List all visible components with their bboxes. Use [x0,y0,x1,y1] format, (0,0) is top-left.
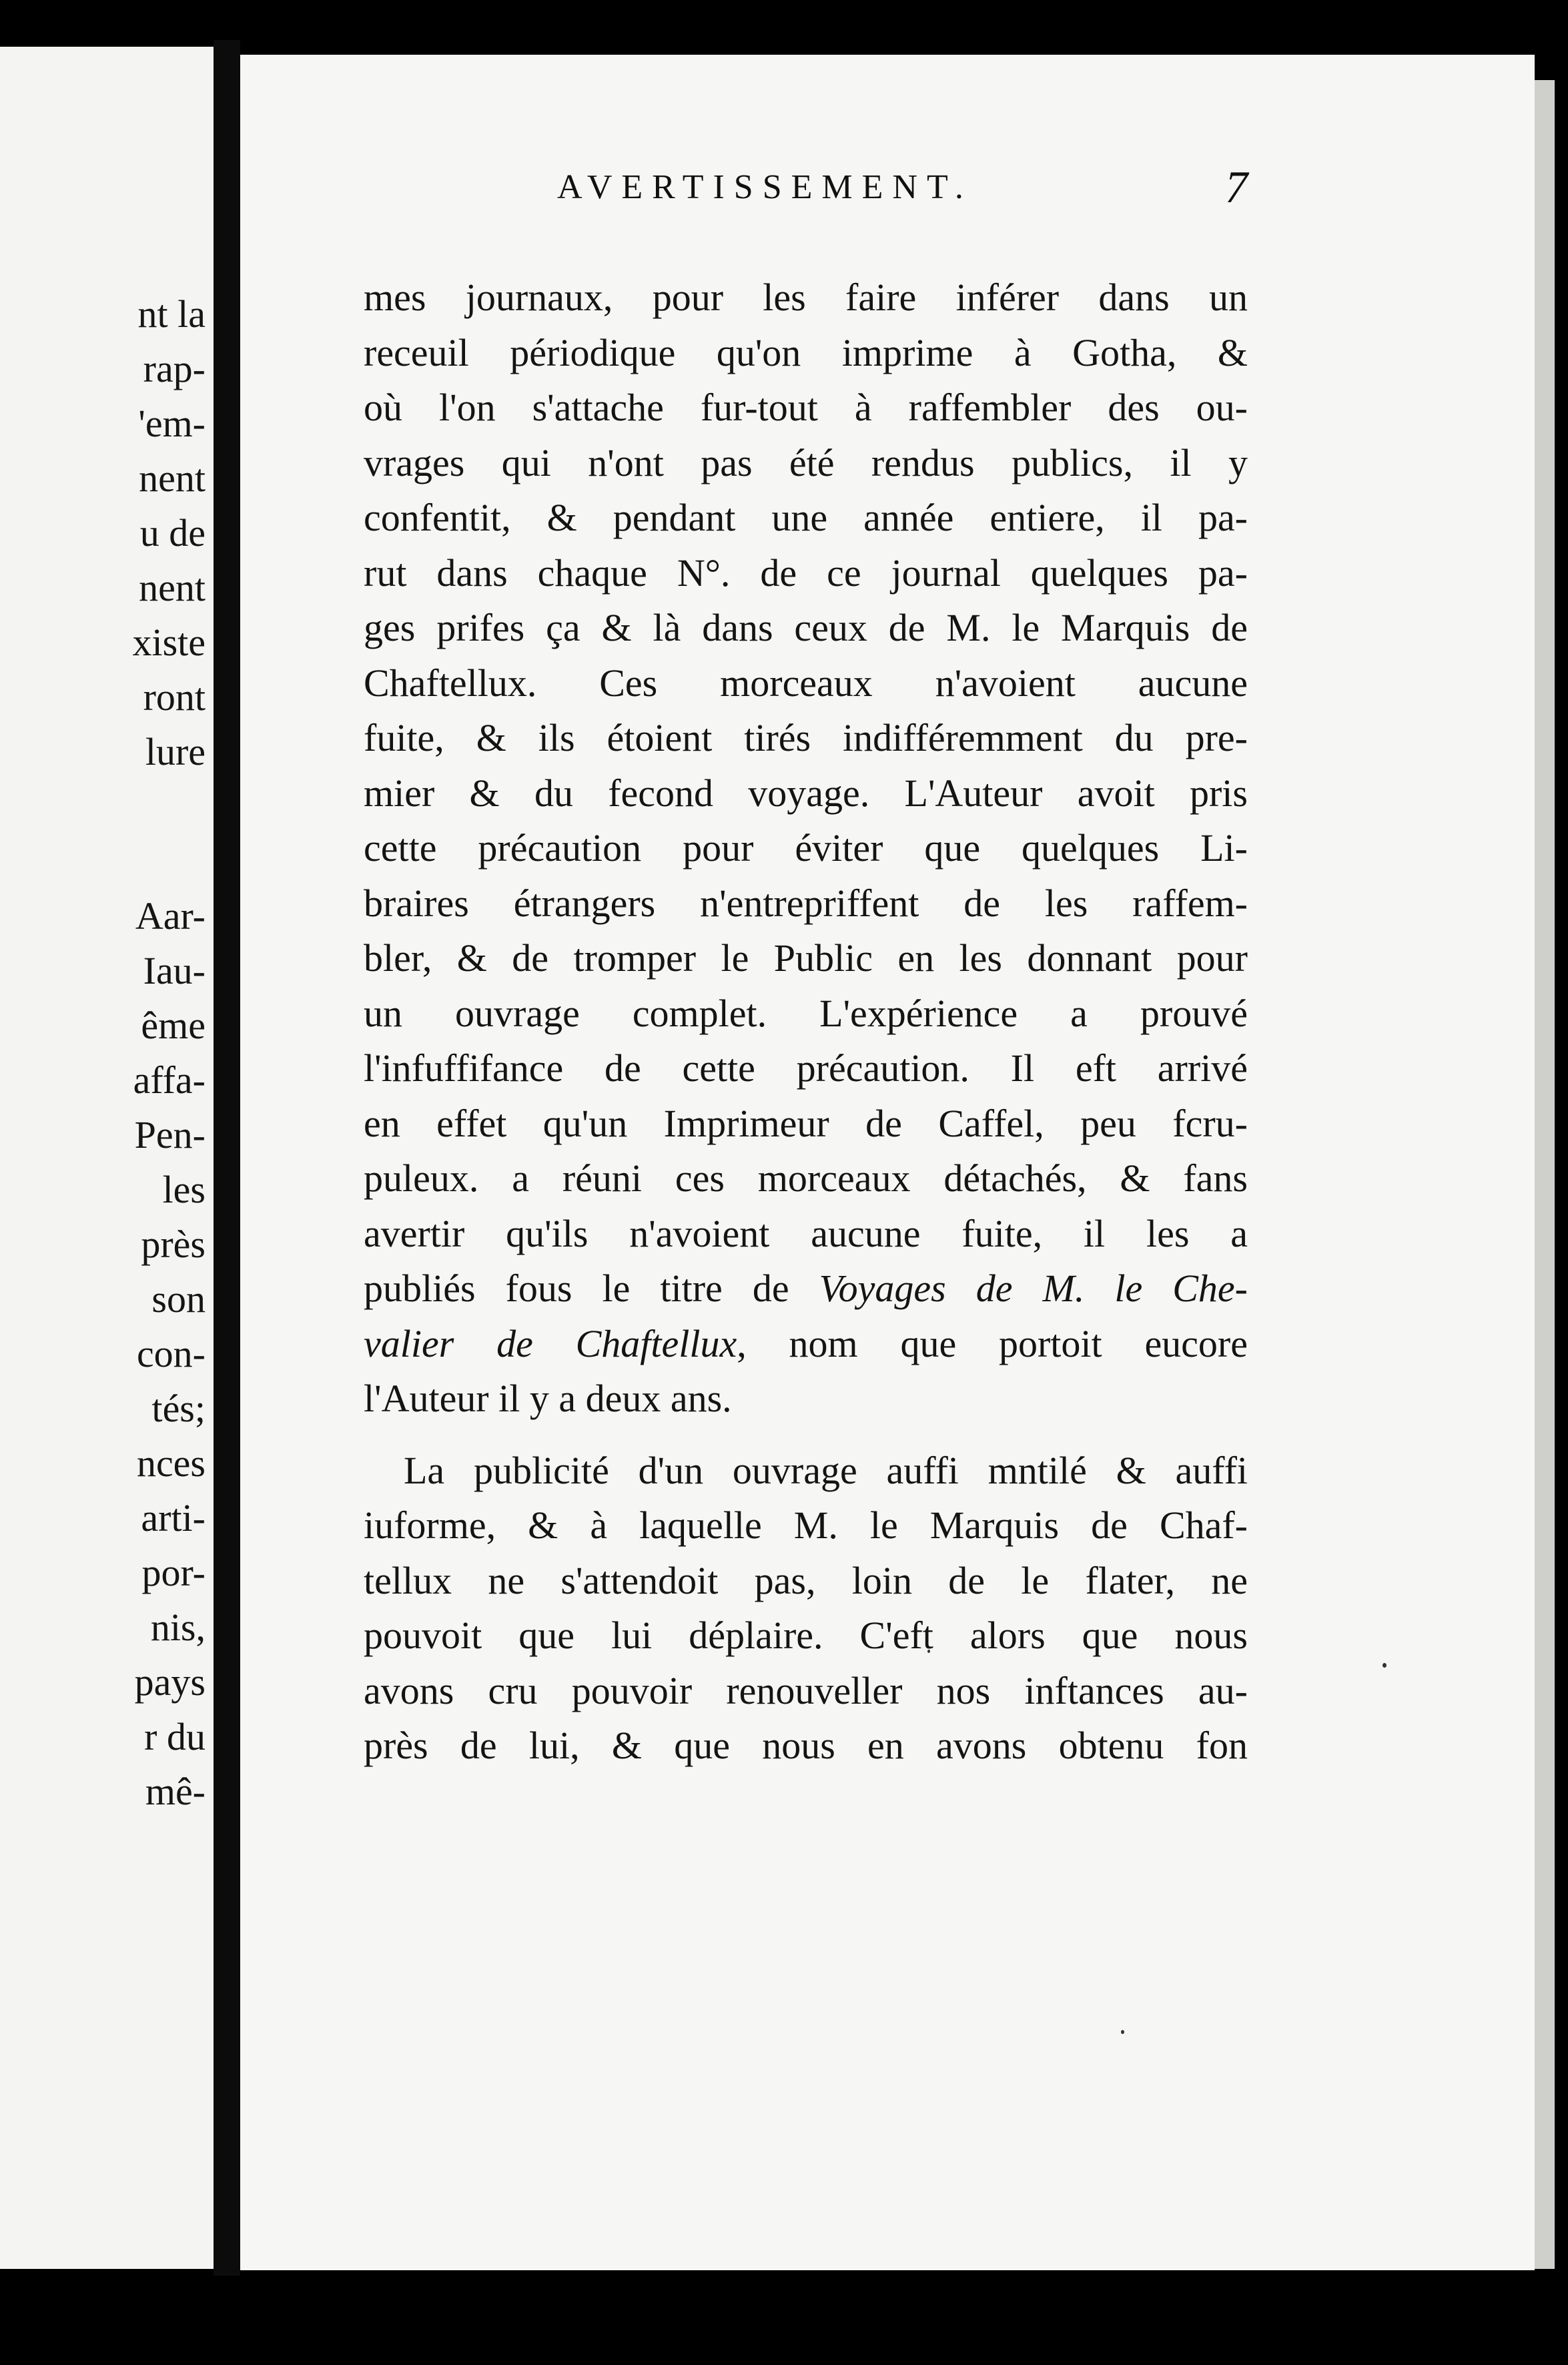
text-line: où l'on s'attache fur-tout à raffembler des ou- [364,386,1248,429]
page-number: 7 [1225,161,1248,212]
fragment-gap [132,779,206,889]
text-line: cette précaution pour éviter que quelques Li- [364,826,1248,870]
fragment-line: Iau- [143,949,206,992]
fragment-line: affa- [133,1058,206,1102]
text-line: iuforme, & à laquelle M. le Marquis de Chaf- [364,1503,1248,1547]
fragment-line: xiste [132,621,206,664]
fragment-line: Pen- [134,1113,206,1156]
left-page-edge [0,47,214,2269]
fragment-line: u de [139,511,206,555]
text-line [364,1261,1248,1317]
fragment-line: nis, [150,1606,206,1649]
text-line: bler, & de tromper le Public en les donnant pour [364,936,1248,980]
fragment-line: mê- [145,1770,206,1813]
fragment-line: arti- [141,1496,206,1540]
fragment-line: ront [143,675,206,719]
fragment-line: con- [136,1332,206,1375]
text-line: Chaftellux. Ces morceaux n'avoient aucune [364,661,1248,705]
fragment-line: nces [136,1441,206,1485]
running-head: AVERTISSEMENT. [557,168,973,206]
fragment-line: nent [139,456,206,500]
text-line: en effet qu'un Imprimeur de Caffel, peu fcru- [364,1101,1248,1145]
left-page-fragments [132,287,206,1819]
fragment-line: Aar- [135,894,206,938]
text-line: pouvoit que lui déplaire. C'eft alors que nous [364,1614,1248,1657]
text-line: près de lui, & que nous en avons obtenu fon [364,1724,1248,1767]
text-line: braires étrangers n'entrepriffent de les raffem- [364,881,1248,925]
fragment-line: nent [139,566,206,609]
book-title-italic: Voyages de M. le Che- [819,1267,1248,1310]
text-line: confentit, & pendant une année entiere, il pa- [364,496,1248,539]
text-line: avertir qu'ils n'avoient aucune fuite, il les a [364,1211,1248,1255]
text-line: mier & du fecond voyage. L'Auteur avoit pris [364,771,1248,815]
book-gutter [214,40,240,2276]
text-line [364,1317,1248,1372]
fragment-line: rap- [143,347,206,390]
text-line: vrages qui n'ont pas été rendus publics, il y [364,440,1248,484]
fragment-line: près [141,1223,206,1266]
text-line: un ouvrage complet. L'expérience a prouvé [364,991,1248,1035]
text-line: mes journaux, pour les faire inférer dans un [364,276,1248,319]
text-line: avons cru pouvoir renouveller nos inftances au- [364,1668,1248,1712]
text-line: rut dans chaque N°. de ce journal quelques pa- [364,551,1248,595]
line-text: publiés fous le titre de [364,1267,819,1310]
text-line: ges prifes ça & là dans ceux de M. le Marquis de [364,606,1248,649]
fragment-line: tés; [151,1387,206,1430]
fragment-line: lure [145,730,206,773]
text-line: fuite, & ils étoient tirés indifféremment du pre- [364,716,1248,759]
page-edge-strip [1535,80,1555,2269]
fragment-line: pays [134,1660,206,1704]
text-line: l'infuffifance de cette précaution. Il eft arrivé [364,1046,1248,1090]
fragment-line: por- [141,1551,206,1594]
text-line: receuil périodique qu'on imprime à Gotha, & [364,330,1248,374]
fragment-line: ême [141,1004,206,1047]
fragment-line: son [151,1277,206,1321]
text-line: l'Auteur il y a deux ans. [364,1377,732,1420]
ink-speck [1121,2030,1124,2034]
text-line: puleux. a réuni ces morceaux détachés, & fans [364,1156,1248,1200]
text-line: tellux ne s'attendoit pas, loin de le flater, ne [364,1558,1248,1602]
body-text [364,270,1248,1774]
ink-speck [1383,1663,1387,1668]
fragment-line: les [162,1168,206,1211]
fragment-line: nt la [137,292,206,336]
book-title-italic: valier de Chaftellux [364,1321,737,1365]
fragment-line: 'em- [138,402,206,445]
fragment-line: r du [144,1715,206,1758]
page-header [314,143,1261,224]
text-line: La publicité d'un ouvrage auffi mntilé & auffi [404,1448,1248,1492]
line-text: , nom que portoit eucore [737,1321,1248,1365]
